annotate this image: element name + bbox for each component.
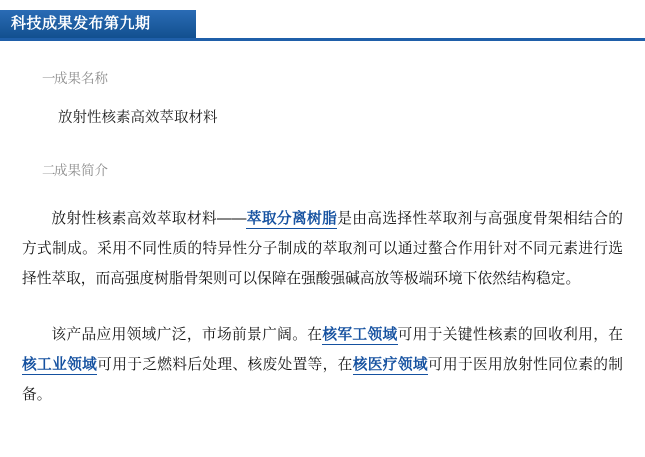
- header-divider: [0, 38, 645, 41]
- paragraph2-segment-1: 该产品应用领域广泛，市场前景广阔。在: [51, 327, 323, 343]
- section-label: 成果名称: [54, 71, 108, 86]
- paragraph1-segment-1: 放射性核素高效萃取材料——: [51, 211, 247, 227]
- page-header: [0, 10, 645, 42]
- keyword-nuclear-military: 核军工领域: [322, 327, 398, 343]
- achievement-name-value: 放射性核素高效萃取材料: [58, 110, 218, 126]
- section-number: 二: [42, 163, 56, 178]
- paragraph2-segment-4: 可用于医用放射性同位素的制备。: [22, 357, 623, 403]
- paragraph2-segment-3: 可用于乏燃料后处理、核废处置等，在: [97, 357, 353, 373]
- document-page: [0, 10, 645, 457]
- section-number: 一: [42, 71, 56, 86]
- keyword-extraction-resin: 萃取分离树脂: [246, 211, 338, 227]
- intro-paragraph-1: [0, 204, 645, 294]
- keyword-nuclear-industry: 核工业领域: [22, 357, 98, 373]
- page-title: 科技成果发布第九期: [11, 15, 151, 32]
- section-label: 成果简介: [54, 163, 108, 178]
- section-intro: [0, 160, 645, 410]
- section-heading: [0, 160, 645, 182]
- intro-paragraph-2: [0, 320, 645, 410]
- paragraph1-segment-2: 是由高选择性萃取剂与高强度骨架相结合的方式制成。采用不同性质的特异性分子制成的萃取剂可以通过螯合作用针对不同元素进行选择性萃取，而高强度树脂骨架则可以保障在强酸强碱高放等极端环境下依然结构稳定。: [22, 211, 623, 287]
- section-name: [0, 68, 645, 130]
- paragraph2-segment-2: 可用于关键性核素的回收利用，在: [397, 327, 623, 343]
- keyword-nuclear-medicine: 核医疗领域: [352, 357, 428, 373]
- section-heading: [0, 68, 645, 90]
